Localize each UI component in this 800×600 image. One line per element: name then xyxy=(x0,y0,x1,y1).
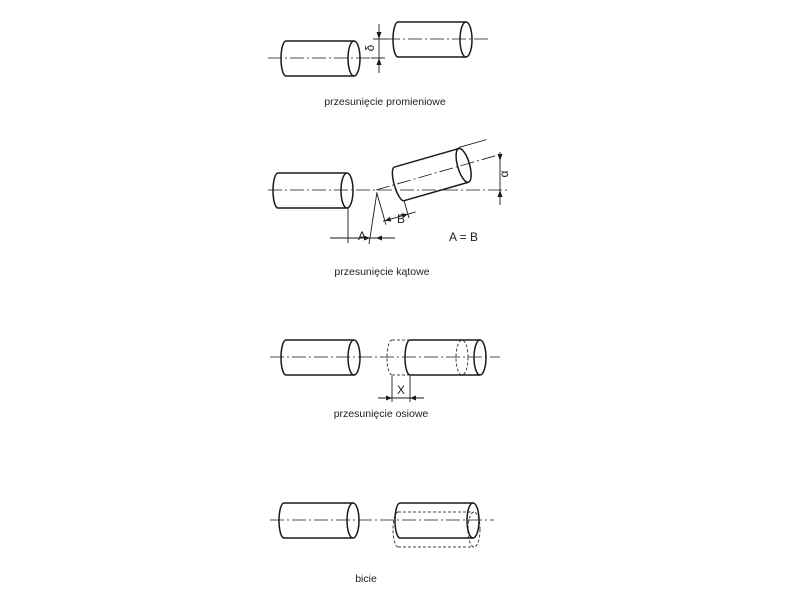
caption-runout: bicie xyxy=(355,573,377,585)
left-shaft-cylinder xyxy=(281,41,360,76)
delta-symbol: δ xyxy=(363,44,377,52)
caption-axial-offset: przesunięcie osiowe xyxy=(333,408,429,420)
panel-angular-offset xyxy=(268,137,511,278)
equation-a-equals-b: A = B xyxy=(449,230,479,244)
caption-radial-offset: przesunięcie promieniowe xyxy=(324,96,446,108)
panel-radial-offset xyxy=(268,22,490,108)
radial-dimension xyxy=(363,24,387,73)
label-a: A xyxy=(357,229,367,243)
tilted-shaft xyxy=(369,137,509,225)
right-shaft-cylinder xyxy=(395,503,479,538)
nominal-position-dashed-cylinder xyxy=(387,340,468,375)
right-shaft-cylinder xyxy=(405,340,486,375)
caption-angular-offset: przesunięcie kątowe xyxy=(334,266,430,278)
alpha-symbol: α xyxy=(497,170,511,178)
angle-alpha-dimension xyxy=(497,152,511,205)
left-shaft-cylinder xyxy=(279,503,359,538)
label-b: B xyxy=(396,212,406,226)
left-shaft-cylinder xyxy=(281,340,360,375)
left-shaft-cylinder xyxy=(273,173,353,208)
dimension-x xyxy=(378,376,424,402)
panel-axial-offset xyxy=(270,340,500,420)
right-shaft-cylinder xyxy=(393,22,472,57)
panel-runout xyxy=(270,503,494,585)
label-x: X xyxy=(396,383,406,397)
dimension-a xyxy=(330,192,395,244)
